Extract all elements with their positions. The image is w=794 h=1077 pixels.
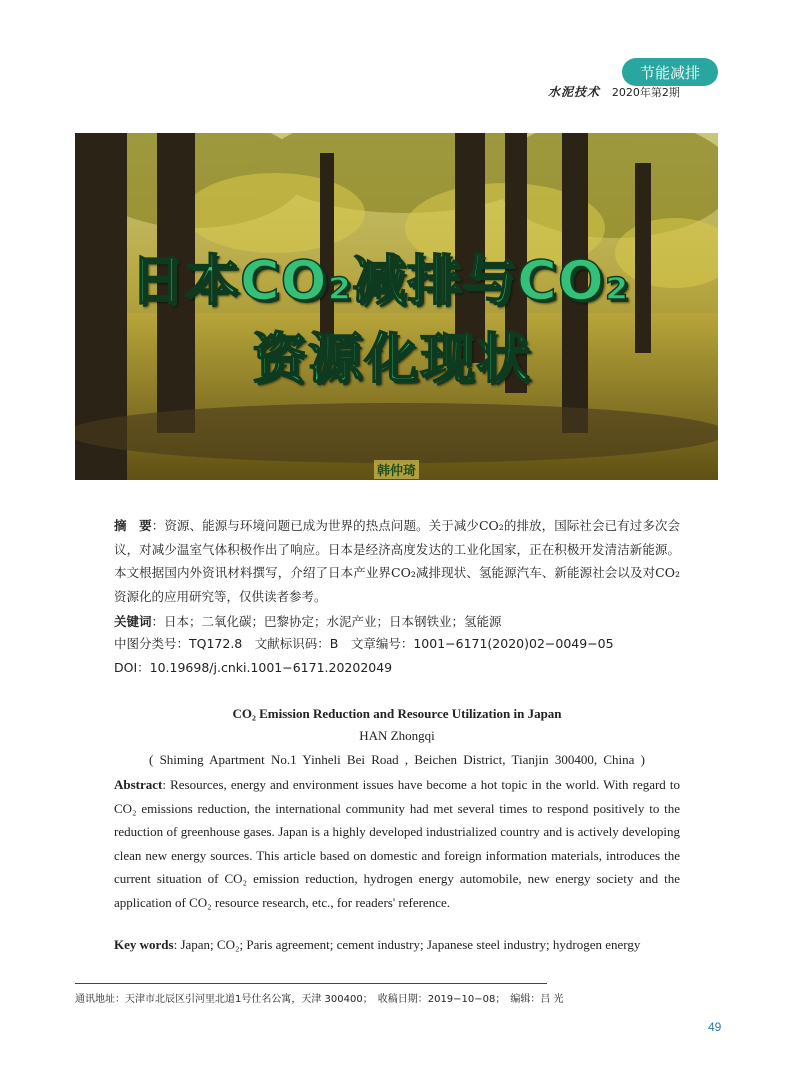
abstract-cn [114,514,680,608]
journal-header [548,83,680,100]
keywords-cn-label: 关键词 [114,614,152,629]
section-badge: 节能减排 [622,58,718,86]
journal-issue: 2020年第2期 [611,86,680,99]
english-abstract-label: Abstract [114,777,163,792]
english-title: CO₂ Emission Reduction and Resource Utilization in Japan [232,706,562,721]
classification-line: 中图分类号：TQ172.8 文献标识码：B 文章编号：1001−6171(2020)02−0049−05 [114,636,614,651]
english-address: ( Shiming Apartment No.1 Yinheli Bei Road , Beichen District, Tianjin 300400, China ) [148,752,646,767]
footnote: 通讯地址：天津市北辰区引河里北道1号仕名公寓，天津 300400； 收稿日期：2019−10−08； 编辑：吕 光 [75,994,564,1005]
english-abstract [114,773,680,914]
article-title-line2: 资源化现状 [252,327,532,390]
page-number: 49 [708,1020,722,1034]
english-keywords-text: : Japan; CO₂; Paris agreement; cement industry; Japanese steel industry; hydrogen energy [173,937,641,952]
abstract-cn-label: 摘 要 [114,518,152,533]
english-keywords-label: Key words [114,937,174,952]
english-author: HAN Zhongqi [359,728,435,743]
english-abstract-text: : Resources, energy and environment issues have become a hot topic in the world. With regard to CO₂ emissions reduction, the international community had met several times to respond positively to the reduction of greenhouse gases. Japan is a highly developed industrialized country and is actively developing clean new energy sources. This article based on domestic and foreign information materials, introduces the current situation of CO₂ emission reduction, hydrogen energy automobile, new energy society and the application of CO₂ resource research, etc., for readers' reference. [114,777,680,910]
doi-line: DOI：10.19698/j.cnki.1001−6171.20202049 [114,660,393,675]
journal-name: 水泥技术 [548,85,601,99]
footnote-divider [75,983,547,984]
abstract-cn-text: ：资源、能源与环境问题已成为世界的热点问题。关于减少CO₂的排放，国际社会已有过多次会议，对减少温室气体积极作出了响应。日本是经济高度发达的工业化国家，正在积极开发清洁新能源。本文根据国内外资讯材料撰写，介绍了日本产业界CO₂减排现状、氢能源汽车、新能源社会以及对CO₂资源化的应用研究等，仅供读者参考。 [114,518,680,604]
keywords-cn-text: ：日本；二氧化碳；巴黎协定；水泥产业；日本钢铁业；氢能源 [151,614,502,629]
english-keywords [114,937,680,953]
keywords-cn [114,610,680,634]
article-title-line1: 日本CO₂减排与CO₂ [130,249,630,312]
banner-author: 韩仲琦 [374,460,419,479]
